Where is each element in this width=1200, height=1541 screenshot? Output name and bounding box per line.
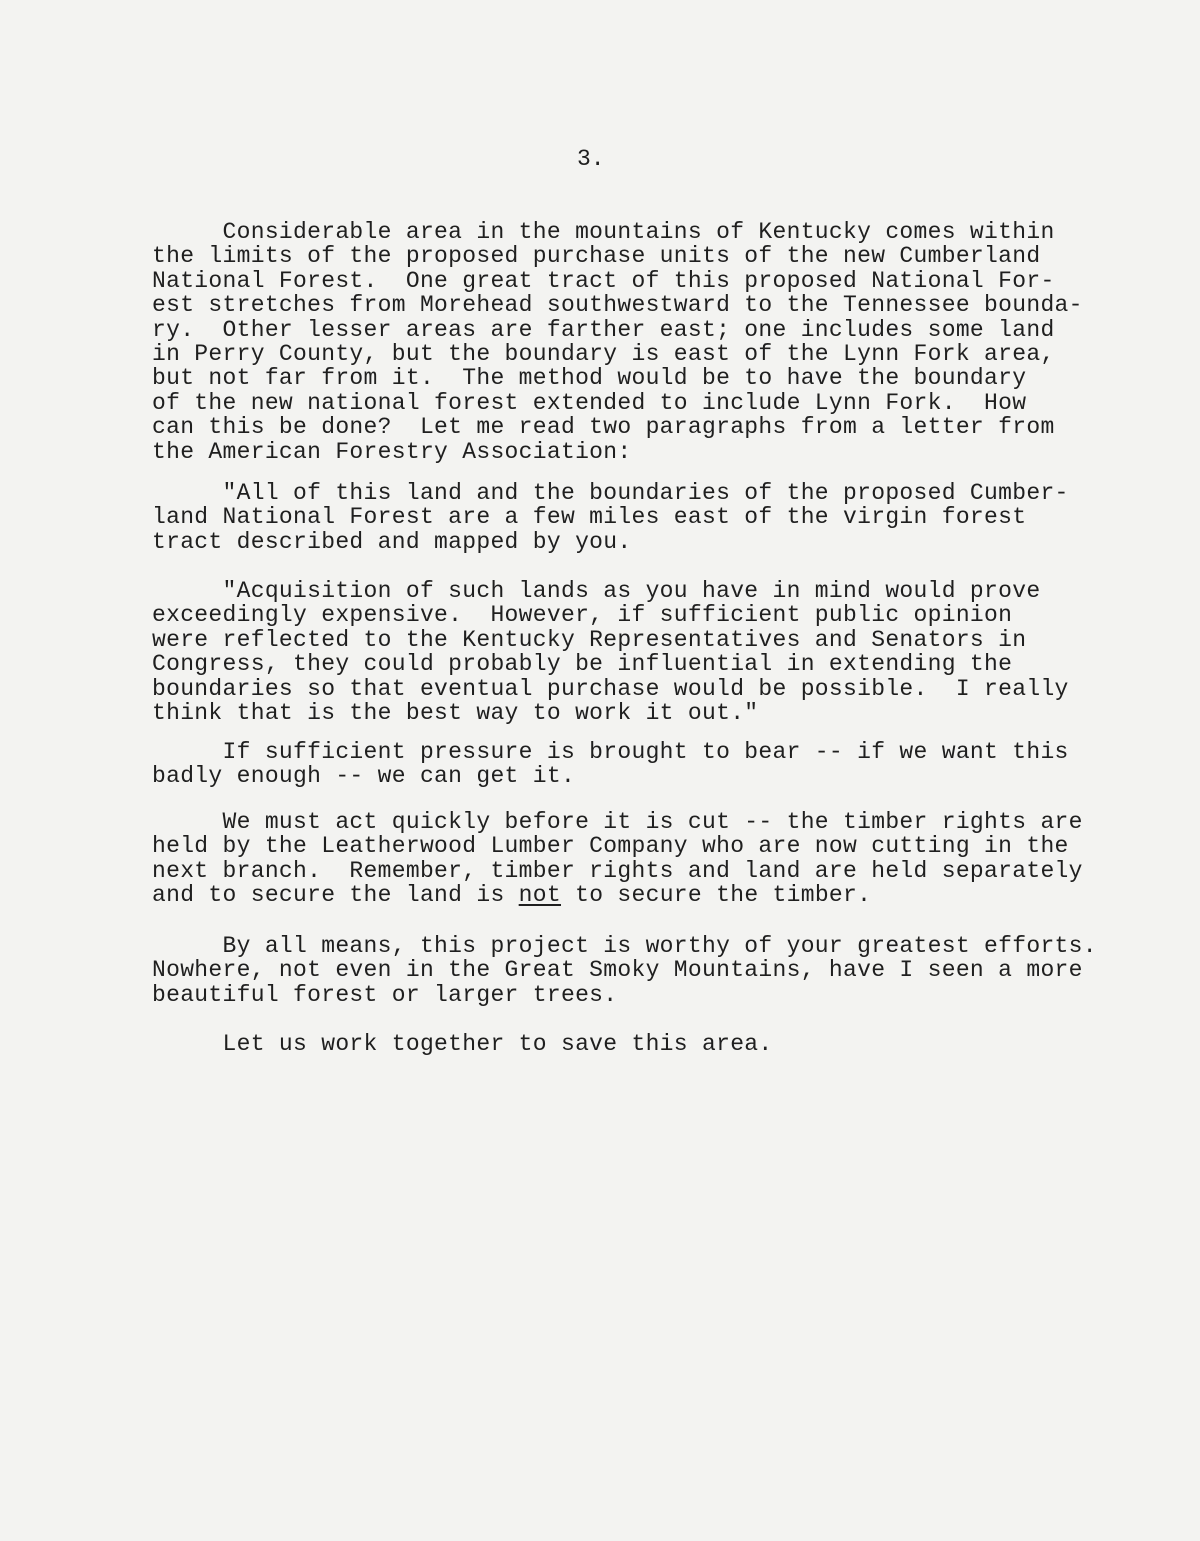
text-line: "All of this land and the boundaries of the proposed Cumber-	[152, 480, 1069, 506]
text-line: By all means, this project is worthy of your greatest efforts.	[152, 933, 1097, 959]
text-line: exceedingly expensive. However, if sufficient public opinion	[152, 602, 1013, 629]
text-line: land National Forest are a few miles east of the virgin forest	[152, 504, 1027, 531]
underlined-word: not	[518, 882, 561, 909]
text-line: boundaries so that eventual purchase would be possible. I really	[152, 675, 1069, 702]
paragraph-worthy	[152, 934, 1097, 1007]
text-line: can this be done? Let me read two paragraphs from a letter from	[152, 414, 1055, 441]
text-line: think that is the best way to work it out."	[152, 699, 759, 726]
text-line: Considerable area in the mountains of Kentucky comes within	[152, 219, 1055, 245]
text-line: If sufficient pressure is brought to bear -- if we want this	[152, 739, 1069, 765]
text-line: were reflected to the Kentucky Representatives and Senators in	[152, 626, 1027, 653]
text-line: of the new national forest extended to include Lynn Fork. How	[152, 389, 1027, 416]
text-line: next branch. Remember, timber rights and land are held separately	[152, 857, 1083, 884]
text-line: in Perry County, but the boundary is east of the Lynn Fork area,	[152, 340, 1055, 367]
text-line: but not far from it. The method would be to have the boundary	[152, 365, 1027, 392]
text-line: "Acquisition of such lands as you have in mind would prove	[152, 578, 1041, 604]
paragraph-act-quickly	[152, 810, 1083, 908]
text-line: the limits of the proposed purchase units of the new Cumberland	[152, 243, 1041, 270]
text-line: Let us work together to save this area.	[152, 1031, 773, 1057]
text-line	[152, 883, 1083, 907]
text-line: Nowhere, not even in the Great Smoky Mountains, have I seen a more	[152, 957, 1083, 984]
quote-paragraph-1	[152, 481, 1069, 554]
text-segment: and to secure the land is	[152, 882, 519, 909]
text-line: est stretches from Morehead southwestward to the Tennessee bounda-	[152, 292, 1083, 319]
text-line: the American Forestry Association:	[152, 438, 632, 465]
paragraph-pressure	[152, 740, 1069, 789]
paragraph-closing	[152, 1032, 773, 1056]
text-line: We must act quickly before it is cut -- the timber rights are	[152, 809, 1083, 835]
text-line: badly enough -- we can get it.	[152, 763, 576, 790]
text-line: National Forest. One great tract of this proposed National For-	[152, 267, 1055, 294]
text-line: held by the Leatherwood Lumber Company who are now cutting in the	[152, 833, 1069, 860]
paragraph-cumberland-forest	[152, 220, 1083, 464]
text-segment: to secure the timber.	[560, 882, 872, 909]
quote-paragraph-2	[152, 579, 1069, 725]
text-line: tract described and mapped by you.	[152, 528, 632, 555]
text-line: Congress, they could probably be influential in extending the	[152, 651, 1013, 678]
page-number: 3.	[577, 146, 605, 172]
text-line: ry. Other lesser areas are farther east; one includes some land	[152, 316, 1055, 343]
text-line: beautiful forest or larger trees.	[152, 981, 618, 1008]
